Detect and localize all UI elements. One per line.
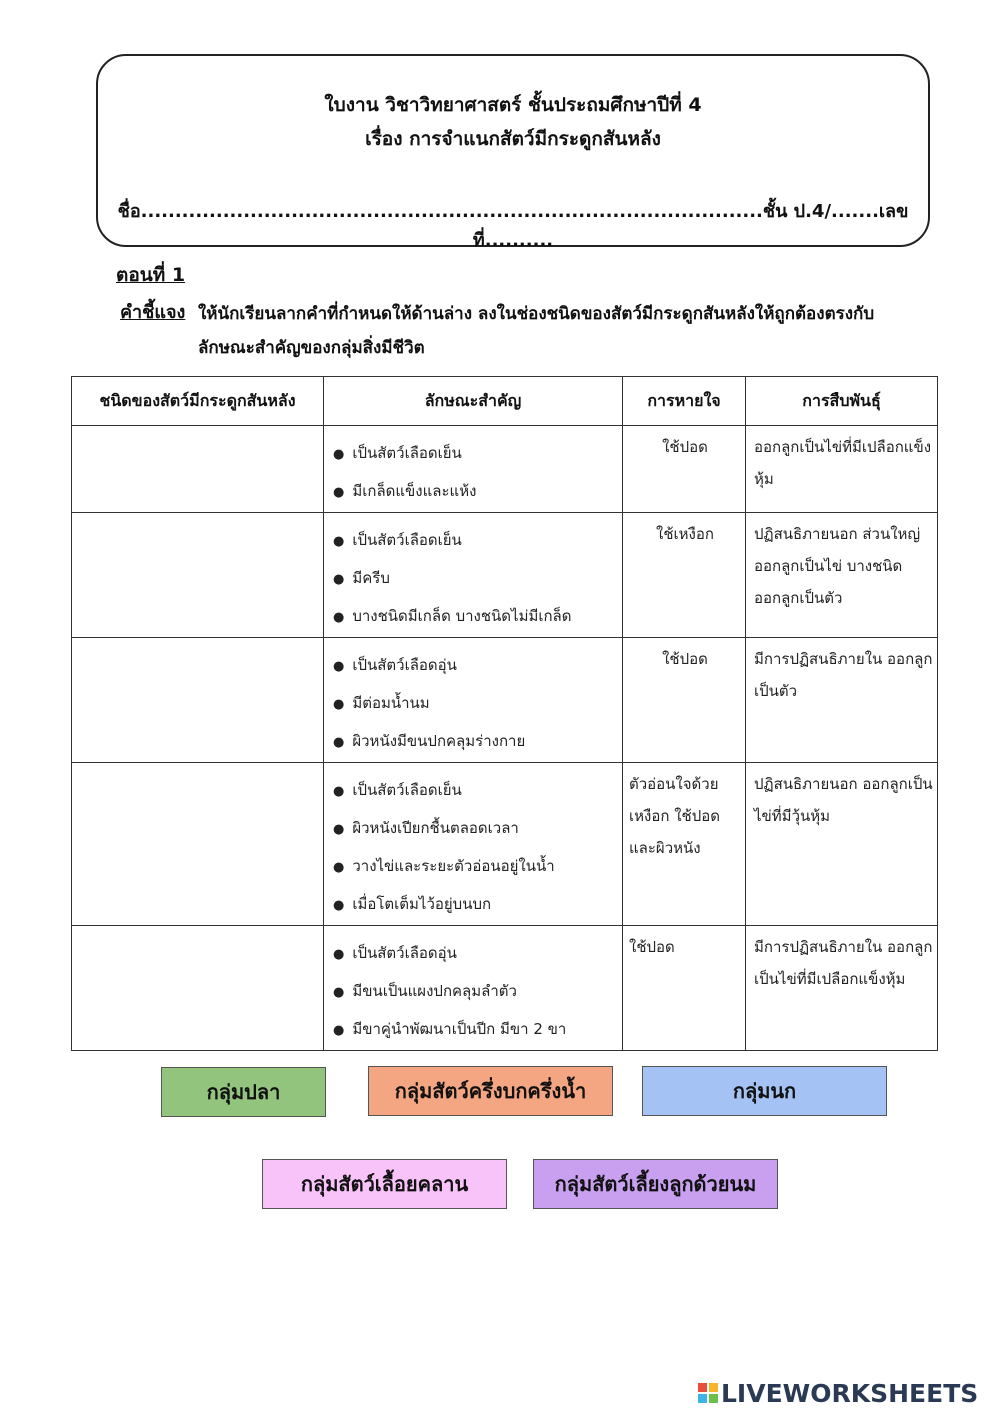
table-row bbox=[72, 763, 938, 926]
header-reproduction: การสืบพันธุ์ bbox=[746, 377, 938, 426]
reproduction-cell: มีการปฏิสนธิภายใน ออกลูกเป็นตัว bbox=[746, 638, 938, 763]
liveworksheets-brand[interactable] bbox=[698, 1378, 978, 1408]
features-cell bbox=[324, 763, 623, 926]
breathing-cell: ใช้ปอด bbox=[623, 638, 746, 763]
classification-table bbox=[71, 376, 938, 1051]
drag-tile-reptile[interactable]: กลุ่มสัตว์เลื้อยคลาน bbox=[262, 1159, 507, 1209]
feature-item: ● เป็นสัตว์เลือดเย็น bbox=[333, 772, 621, 810]
feature-item: ● มีขนเป็นแผงปกคลุมลำตัว bbox=[333, 973, 621, 1011]
worksheet-subtitle: เรื่อง การจำแนกสัตว์มีกระดูกสันหลัง bbox=[365, 128, 661, 150]
header-box bbox=[96, 54, 930, 251]
feature-item: ● เป็นสัตว์เลือดอุ่น bbox=[333, 935, 621, 973]
table-row bbox=[72, 513, 938, 638]
reproduction-cell: ปฏิสนธิภายนอก ออกลูกเป็นไข่ที่มีวุ้นหุ้ม bbox=[746, 763, 938, 926]
feature-item: ● เป็นสัตว์เลือดเย็น bbox=[333, 522, 621, 560]
drag-tile-bird[interactable]: กลุ่มนก bbox=[642, 1066, 887, 1116]
drag-tile-mammal[interactable]: กลุ่มสัตว์เลี้ยงลูกด้วยนม bbox=[533, 1159, 778, 1209]
drop-zone-row-5[interactable] bbox=[72, 926, 324, 1051]
features-cell bbox=[324, 926, 623, 1051]
worksheet-title: ใบงาน วิชาวิทยาศาสตร์ ชั้นประถมศึกษาปีที่ 4 bbox=[324, 94, 702, 116]
student-info-line: ชื่อ...........................................................................................ชั้น ป.4/.......เลขที่.......... bbox=[117, 201, 909, 251]
feature-item: ● วางไข่และระยะตัวอ่อนอยู่ในน้ำ bbox=[333, 848, 621, 886]
reproduction-cell: มีการปฏิสนธิภายใน ออกลูกเป็นไข่ที่มีเปลือกแข็งหุ้ม bbox=[746, 926, 938, 1051]
header-animal-type: ชนิดของสัตว์มีกระดูกสันหลัง bbox=[72, 377, 324, 426]
table-row bbox=[72, 426, 938, 513]
logo-square bbox=[698, 1383, 707, 1392]
drag-tile-fish[interactable]: กลุ่มปลา bbox=[161, 1067, 326, 1117]
header-features: ลักษณะสำคัญ bbox=[324, 377, 623, 426]
feature-item: ● มีเกล็ดแข็งและแห้ง bbox=[333, 473, 621, 511]
drop-zone-row-1[interactable] bbox=[72, 426, 324, 513]
features-cell bbox=[324, 426, 623, 513]
section-title: ตอนที่ 1 bbox=[116, 264, 186, 286]
table-row bbox=[72, 638, 938, 763]
breathing-cell: ตัวอ่อนใจด้วยเหงือก ใช้ปอดและผิวหนัง bbox=[623, 763, 746, 926]
drag-tile-amphibian[interactable]: กลุ่มสัตว์ครึ่งบกครึ่งน้ำ bbox=[368, 1066, 613, 1116]
feature-item: ● ผิวหนังมีขนปกคลุมร่างกาย bbox=[333, 723, 621, 761]
breathing-cell: ใช้ปอด bbox=[623, 926, 746, 1051]
instruction-text: ให้นักเรียนลากคำที่กำหนดให้ด้านล่าง ลงในช่องชนิดของสัตว์มีกระดูกสันหลังให้ถูกต้องตรงกับลักษณะสำคัญของกลุ่มสิ่งมีชีวิต bbox=[198, 304, 875, 358]
feature-item: ● บางชนิดมีเกล็ด บางชนิดไม่มีเกล็ด bbox=[333, 598, 621, 636]
feature-item: ● ผิวหนังเปียกชื้นตลอดเวลา bbox=[333, 810, 621, 848]
feature-item: ● มีขาคู่นำพัฒนาเป็นปีก มีขา 2 ขา bbox=[333, 1011, 621, 1049]
drop-zone-row-3[interactable] bbox=[72, 638, 324, 763]
header-breathing: การหายใจ bbox=[623, 377, 746, 426]
reproduction-cell: ปฏิสนธิภายนอก ส่วนใหญ่ออกลูกเป็นไข่ บางชนิดออกลูกเป็นตัว bbox=[746, 513, 938, 638]
logo-square bbox=[709, 1383, 718, 1392]
drop-zone-row-4[interactable] bbox=[72, 763, 324, 926]
feature-item: ● เมื่อโตเต็มไว้อยู่บนบก bbox=[333, 886, 621, 924]
breathing-cell: ใช้ปอด bbox=[623, 426, 746, 513]
table-row bbox=[72, 926, 938, 1051]
brand-name: LIVEWORKSHEETS bbox=[721, 1378, 979, 1408]
drop-zone-row-2[interactable] bbox=[72, 513, 324, 638]
table-header-row bbox=[72, 377, 938, 426]
reproduction-cell: ออกลูกเป็นไข่ที่มีเปลือกแข็งหุ้ม bbox=[746, 426, 938, 513]
feature-item: ● เป็นสัตว์เลือดอุ่น bbox=[333, 647, 621, 685]
instruction-label: คำชี้แจง bbox=[120, 302, 186, 323]
features-cell bbox=[324, 513, 623, 638]
logo-square bbox=[698, 1394, 707, 1403]
liveworksheets-logo-icon bbox=[698, 1383, 718, 1403]
feature-item: ● มีต่อมน้ำนม bbox=[333, 685, 621, 723]
feature-item: ● เป็นสัตว์เลือดเย็น bbox=[333, 435, 621, 473]
breathing-cell: ใช้เหงือก bbox=[623, 513, 746, 638]
logo-square bbox=[709, 1394, 718, 1403]
features-cell bbox=[324, 638, 623, 763]
feature-item: ● มีครีบ bbox=[333, 560, 621, 598]
